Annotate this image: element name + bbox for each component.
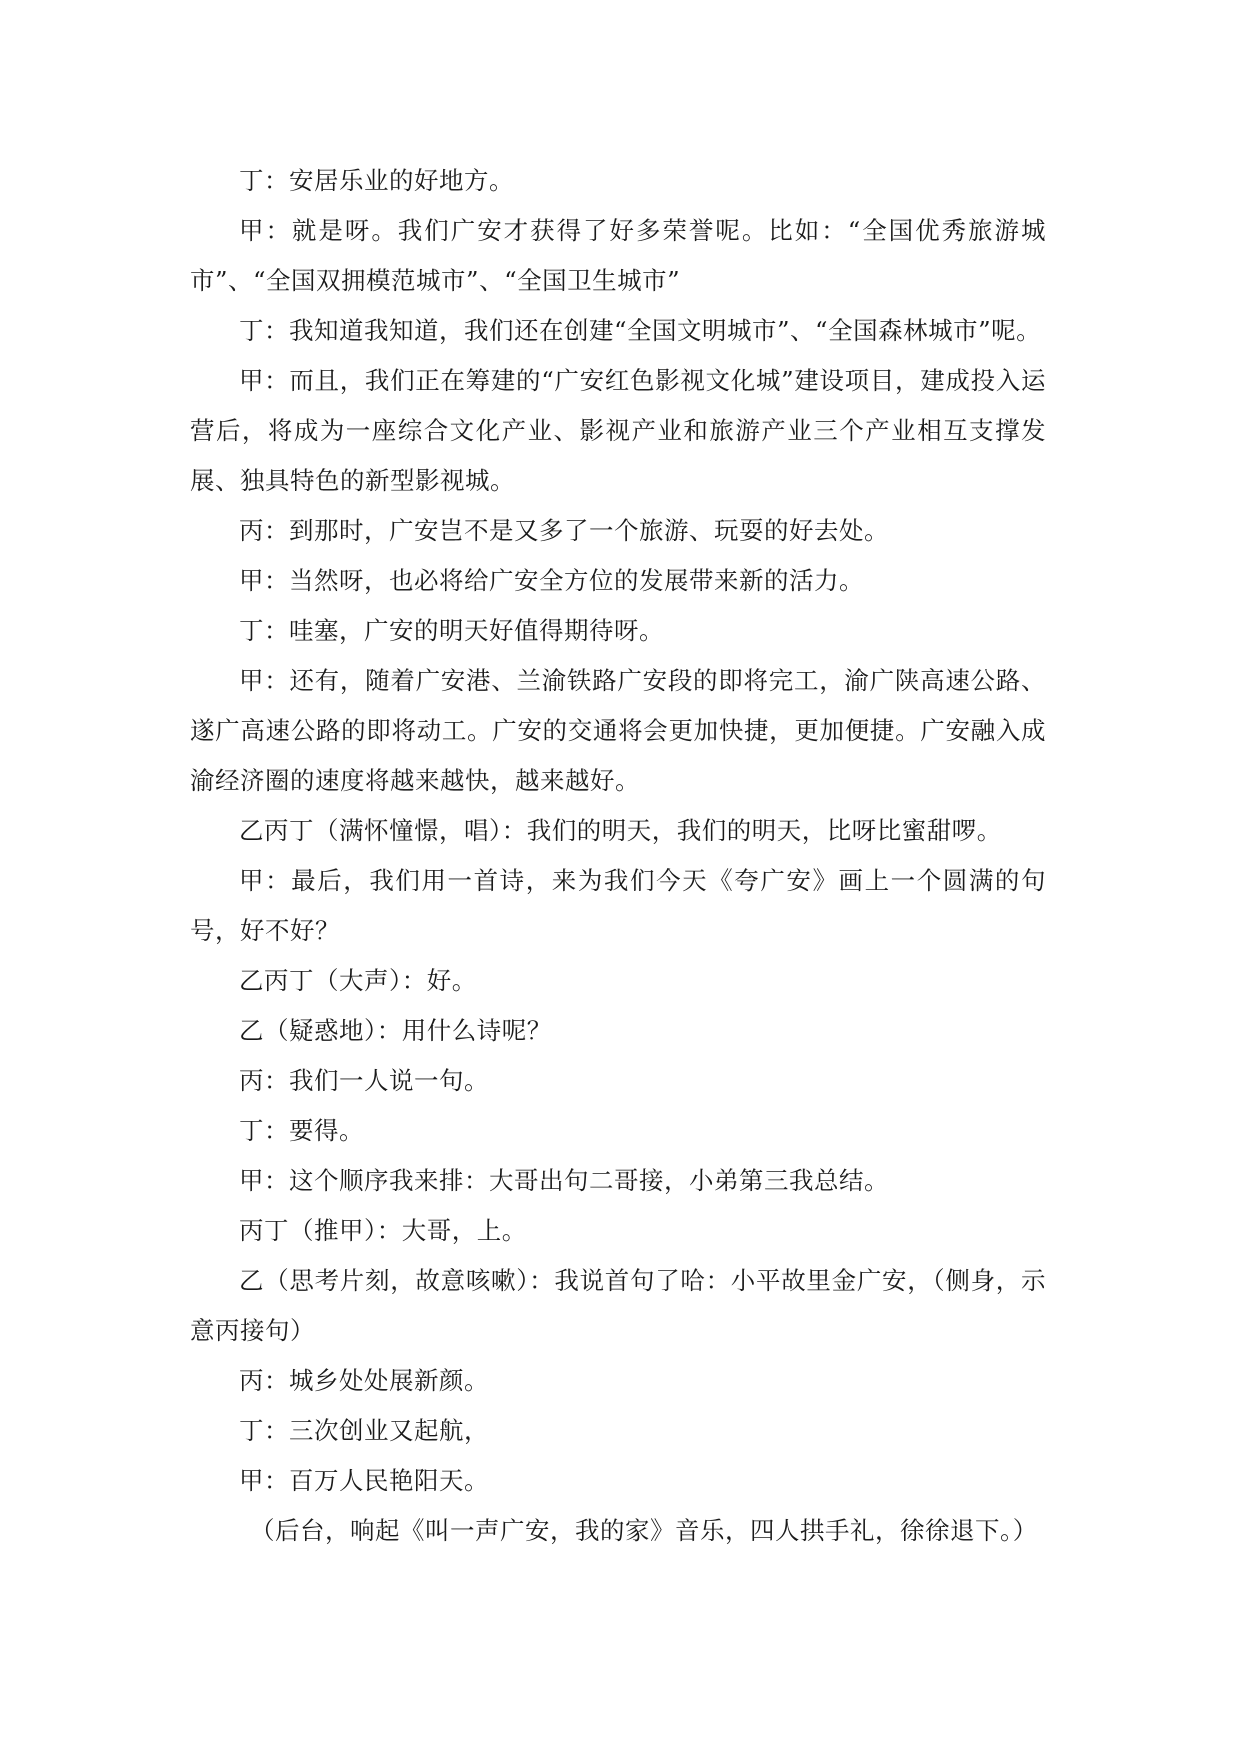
dialogue-line: 乙（思考片刻，故意咳嗽）：我说首句了哈：小平故里金广安，（侧身，示意丙接句） xyxy=(190,1266,1046,1345)
dialogue-line: 丁：要得。 xyxy=(239,1116,364,1145)
dialogue-line: 甲：最后，我们用一首诗，来为我们今天《夸广安》画上一个圆满的句号，好不好？ xyxy=(190,866,1046,945)
dialogue-line: 乙丙丁（满怀憧憬，唱）：我们的明天，我们的明天，比呀比蜜甜啰。 xyxy=(239,816,1002,845)
dialogue-line: 丙：到那时，广安岂不是又多了一个旅游、玩耍的好去处。 xyxy=(239,516,889,545)
stage-direction: （后台，响起《叫一声广安，我的家》音乐，四人拱手礼，徐徐退下。） xyxy=(250,1516,1038,1545)
dialogue-line: 甲：当然呀，也必将给广安全方位的发展带来新的活力。 xyxy=(239,566,864,595)
dialogue-line: 乙丙丁（大声）：好。 xyxy=(239,966,477,995)
dialogue-line: 丙丁（推甲）：大哥，上。 xyxy=(239,1216,527,1245)
dialogue-line: 甲：还有，随着广安港、兰渝铁路广安段的即将完工，渝广陕高速公路、遂广高速公路的即将动工。广安的交通将会更加快捷，更加便捷。广安融入成渝经济圈的速度将越来越快，越来越好。 xyxy=(190,666,1046,795)
dialogue-line: 丁：哇塞，广安的明天好值得期待呀。 xyxy=(239,616,664,645)
dialogue-line: 甲：就是呀。我们广安才获得了好多荣誉呢。比如：“全国优秀旅游城市”、“全国双拥模范城市”、“全国卫生城市” xyxy=(190,216,1046,295)
dialogue-line: 丁：我知道我知道，我们还在创建“全国文明城市”、“全国森林城市”呢。 xyxy=(239,316,1042,345)
dialogue-line: 甲：而且，我们正在筹建的“广安红色影视文化城”建设项目，建成投入运营后，将成为一座综合文化产业、影视产业和旅游产业三个产业相互支撑发展、独具特色的新型影视城。 xyxy=(190,366,1046,495)
script-text-body xyxy=(190,156,1046,1556)
dialogue-line: 乙（疑惑地）：用什么诗呢？ xyxy=(239,1016,552,1045)
dialogue-line: 甲：百万人民艳阳天。 xyxy=(239,1466,489,1495)
dialogue-line: 丙：我们一人说一句。 xyxy=(239,1066,489,1095)
dialogue-line: 丁：安居乐业的好地方。 xyxy=(239,166,514,195)
dialogue-line: 丙：城乡处处展新颜。 xyxy=(239,1366,489,1395)
dialogue-line: 丁：三次创业又起航， xyxy=(239,1416,489,1445)
dialogue-line: 甲：这个顺序我来排：大哥出句二哥接，小弟第三我总结。 xyxy=(239,1166,889,1195)
